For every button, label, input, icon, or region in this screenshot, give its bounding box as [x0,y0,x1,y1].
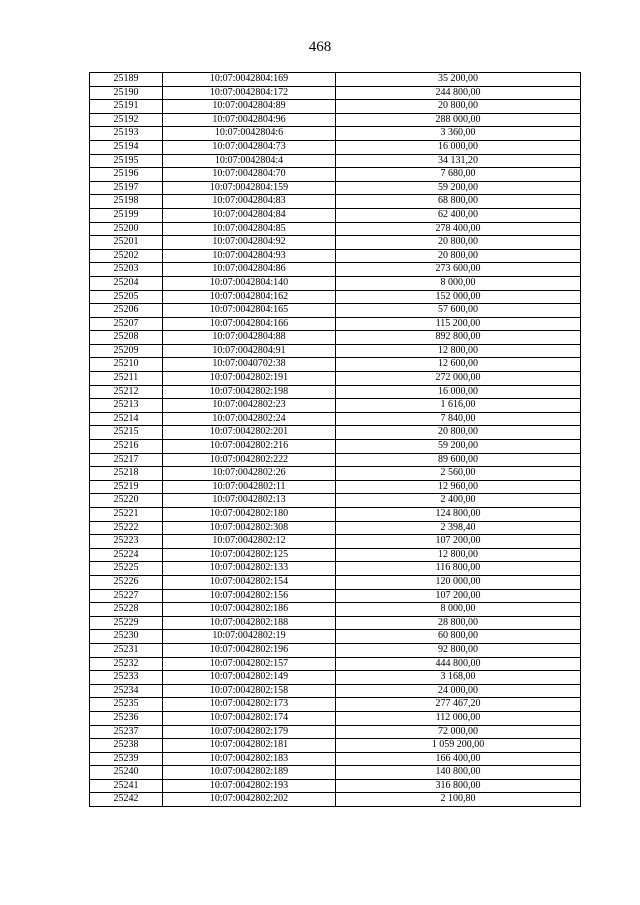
cadastral-number-cell: 10:07:0042804:166 [163,317,336,331]
row-number-cell: 25205 [90,290,163,304]
cadastral-number-cell: 10:07:0042802:157 [163,657,336,671]
cadastral-number-cell: 10:07:0042804:4 [163,154,336,168]
table-row [90,304,581,318]
row-number-cell: 25223 [90,535,163,549]
amount-cell: 60 800,00 [336,630,581,644]
row-number-cell: 25208 [90,331,163,345]
row-number-cell: 25215 [90,426,163,440]
cadastral-number-cell: 10:07:0042802:179 [163,725,336,739]
amount-cell: 68 800,00 [336,195,581,209]
row-number-cell: 25194 [90,140,163,154]
table-row [90,698,581,712]
cadastral-number-cell: 10:07:0042802:189 [163,766,336,780]
table-row [90,643,581,657]
table-row [90,752,581,766]
registry-table-container [89,72,580,807]
table-row [90,399,581,413]
cadastral-number-cell: 10:07:0042802:23 [163,399,336,413]
amount-cell: 12 600,00 [336,358,581,372]
amount-cell: 89 600,00 [336,453,581,467]
row-number-cell: 25209 [90,344,163,358]
amount-cell: 20 800,00 [336,236,581,250]
cadastral-number-cell: 10:07:0042804:89 [163,100,336,114]
amount-cell: 272 000,00 [336,372,581,386]
cadastral-number-cell: 10:07:0042804:91 [163,344,336,358]
table-row [90,521,581,535]
table-row [90,236,581,250]
row-number-cell: 25226 [90,575,163,589]
cadastral-number-cell: 10:07:0042804:140 [163,276,336,290]
cadastral-number-cell: 10:07:0042802:216 [163,440,336,454]
row-number-cell: 25190 [90,86,163,100]
cadastral-number-cell: 10:07:0042802:198 [163,385,336,399]
amount-cell: 316 800,00 [336,779,581,793]
cadastral-number-cell: 10:07:0042802:19 [163,630,336,644]
cadastral-number-cell: 10:07:0042802:174 [163,711,336,725]
row-number-cell: 25191 [90,100,163,114]
row-number-cell: 25228 [90,603,163,617]
amount-cell: 120 000,00 [336,575,581,589]
amount-cell: 12 960,00 [336,480,581,494]
row-number-cell: 25193 [90,127,163,141]
cadastral-number-cell: 10:07:0042804:96 [163,113,336,127]
cadastral-number-cell: 10:07:0042804:73 [163,140,336,154]
cadastral-number-cell: 10:07:0042802:186 [163,603,336,617]
row-number-cell: 25231 [90,643,163,657]
row-number-cell: 25236 [90,711,163,725]
amount-cell: 72 000,00 [336,725,581,739]
amount-cell: 24 000,00 [336,684,581,698]
row-number-cell: 25206 [90,304,163,318]
amount-cell: 16 000,00 [336,385,581,399]
table-body [90,73,581,807]
cadastral-number-cell: 10:07:0042802:202 [163,793,336,807]
table-row [90,616,581,630]
amount-cell: 59 200,00 [336,440,581,454]
amount-cell: 1 616,00 [336,399,581,413]
table-row [90,535,581,549]
table-row [90,276,581,290]
row-number-cell: 25224 [90,548,163,562]
row-number-cell: 25242 [90,793,163,807]
amount-cell: 107 200,00 [336,535,581,549]
amount-cell: 273 600,00 [336,263,581,277]
cadastral-number-cell: 10:07:0040702:38 [163,358,336,372]
amount-cell: 892 800,00 [336,331,581,345]
table-row [90,127,581,141]
table-row [90,222,581,236]
amount-cell: 34 131,20 [336,154,581,168]
table-row [90,331,581,345]
cadastral-number-cell: 10:07:0042804:159 [163,181,336,195]
cadastral-number-cell: 10:07:0042802:180 [163,508,336,522]
cadastral-number-cell: 10:07:0042802:13 [163,494,336,508]
row-number-cell: 25232 [90,657,163,671]
cadastral-number-cell: 10:07:0042802:188 [163,616,336,630]
amount-cell: 140 800,00 [336,766,581,780]
table-row [90,589,581,603]
amount-cell: 12 800,00 [336,344,581,358]
cadastral-number-cell: 10:07:0042802:149 [163,671,336,685]
amount-cell: 59 200,00 [336,181,581,195]
amount-cell: 7 680,00 [336,168,581,182]
row-number-cell: 25221 [90,508,163,522]
row-number-cell: 25225 [90,562,163,576]
row-number-cell: 25192 [90,113,163,127]
row-number-cell: 25213 [90,399,163,413]
amount-cell: 244 800,00 [336,86,581,100]
table-row [90,467,581,481]
amount-cell: 2 100,80 [336,793,581,807]
table-row [90,671,581,685]
amount-cell: 1 059 200,00 [336,739,581,753]
row-number-cell: 25211 [90,372,163,386]
row-number-cell: 25195 [90,154,163,168]
amount-cell: 115 200,00 [336,317,581,331]
table-row [90,86,581,100]
amount-cell: 28 800,00 [336,616,581,630]
amount-cell: 62 400,00 [336,208,581,222]
table-row [90,779,581,793]
cadastral-number-cell: 10:07:0042802:196 [163,643,336,657]
cadastral-number-cell: 10:07:0042802:26 [163,467,336,481]
row-number-cell: 25204 [90,276,163,290]
cadastral-number-cell: 10:07:0042804:93 [163,249,336,263]
table-row [90,766,581,780]
row-number-cell: 25214 [90,412,163,426]
row-number-cell: 25212 [90,385,163,399]
table-row [90,290,581,304]
cadastral-number-cell: 10:07:0042802:191 [163,372,336,386]
table-row [90,739,581,753]
cadastral-number-cell: 10:07:0042804:165 [163,304,336,318]
row-number-cell: 25240 [90,766,163,780]
table-row [90,168,581,182]
table-row [90,630,581,644]
row-number-cell: 25233 [90,671,163,685]
row-number-cell: 25198 [90,195,163,209]
row-number-cell: 25238 [90,739,163,753]
table-row [90,426,581,440]
amount-cell: 2 398,40 [336,521,581,535]
amount-cell: 16 000,00 [336,140,581,154]
amount-cell: 166 400,00 [336,752,581,766]
table-row [90,372,581,386]
amount-cell: 20 800,00 [336,249,581,263]
table-row [90,344,581,358]
row-number-cell: 25217 [90,453,163,467]
cadastral-number-cell: 10:07:0042802:222 [163,453,336,467]
amount-cell: 2 560,00 [336,467,581,481]
cadastral-number-cell: 10:07:0042804:92 [163,236,336,250]
table-row [90,575,581,589]
cadastral-number-cell: 10:07:0042804:70 [163,168,336,182]
row-number-cell: 25199 [90,208,163,222]
cadastral-number-cell: 10:07:0042802:181 [163,739,336,753]
registry-table [89,72,581,807]
cadastral-number-cell: 10:07:0042802:183 [163,752,336,766]
table-row [90,657,581,671]
cadastral-number-cell: 10:07:0042802:12 [163,535,336,549]
cadastral-number-cell: 10:07:0042802:24 [163,412,336,426]
row-number-cell: 25200 [90,222,163,236]
table-row [90,358,581,372]
row-number-cell: 25219 [90,480,163,494]
table-row [90,453,581,467]
amount-cell: 20 800,00 [336,100,581,114]
amount-cell: 12 800,00 [336,548,581,562]
row-number-cell: 25220 [90,494,163,508]
table-row [90,412,581,426]
row-number-cell: 25210 [90,358,163,372]
row-number-cell: 25227 [90,589,163,603]
amount-cell: 92 800,00 [336,643,581,657]
table-row [90,317,581,331]
row-number-cell: 25197 [90,181,163,195]
table-row [90,603,581,617]
table-row [90,725,581,739]
amount-cell: 278 400,00 [336,222,581,236]
row-number-cell: 25237 [90,725,163,739]
row-number-cell: 25239 [90,752,163,766]
cadastral-number-cell: 10:07:0042802:201 [163,426,336,440]
cadastral-number-cell: 10:07:0042802:125 [163,548,336,562]
cadastral-number-cell: 10:07:0042802:11 [163,480,336,494]
cadastral-number-cell: 10:07:0042804:83 [163,195,336,209]
row-number-cell: 25201 [90,236,163,250]
amount-cell: 2 400,00 [336,494,581,508]
amount-cell: 124 800,00 [336,508,581,522]
table-row [90,684,581,698]
table-row [90,181,581,195]
cadastral-number-cell: 10:07:0042804:162 [163,290,336,304]
amount-cell: 116 800,00 [336,562,581,576]
table-row [90,195,581,209]
row-number-cell: 25216 [90,440,163,454]
cadastral-number-cell: 10:07:0042802:133 [163,562,336,576]
table-row [90,100,581,114]
amount-cell: 8 000,00 [336,603,581,617]
table-row [90,548,581,562]
table-row [90,140,581,154]
table-row [90,73,581,87]
table-row [90,494,581,508]
cadastral-number-cell: 10:07:0042804:86 [163,263,336,277]
amount-cell: 107 200,00 [336,589,581,603]
table-row [90,249,581,263]
row-number-cell: 25229 [90,616,163,630]
amount-cell: 35 200,00 [336,73,581,87]
table-row [90,480,581,494]
amount-cell: 277 467,20 [336,698,581,712]
amount-cell: 152 000,00 [336,290,581,304]
table-row [90,154,581,168]
cadastral-number-cell: 10:07:0042802:154 [163,575,336,589]
cadastral-number-cell: 10:07:0042804:88 [163,331,336,345]
row-number-cell: 25189 [90,73,163,87]
table-row [90,208,581,222]
row-number-cell: 25241 [90,779,163,793]
page-number: 468 [308,39,332,55]
row-number-cell: 25230 [90,630,163,644]
cadastral-number-cell: 10:07:0042802:173 [163,698,336,712]
row-number-cell: 25202 [90,249,163,263]
row-number-cell: 25196 [90,168,163,182]
row-number-cell: 25218 [90,467,163,481]
cadastral-number-cell: 10:07:0042802:308 [163,521,336,535]
row-number-cell: 25235 [90,698,163,712]
cadastral-number-cell: 10:07:0042804:6 [163,127,336,141]
amount-cell: 288 000,00 [336,113,581,127]
table-row [90,562,581,576]
cadastral-number-cell: 10:07:0042802:156 [163,589,336,603]
amount-cell: 57 600,00 [336,304,581,318]
row-number-cell: 25203 [90,263,163,277]
row-number-cell: 25222 [90,521,163,535]
table-row [90,711,581,725]
cadastral-number-cell: 10:07:0042804:85 [163,222,336,236]
amount-cell: 444 800,00 [336,657,581,671]
cadastral-number-cell: 10:07:0042802:158 [163,684,336,698]
amount-cell: 7 840,00 [336,412,581,426]
table-row [90,263,581,277]
table-row [90,793,581,807]
cadastral-number-cell: 10:07:0042804:84 [163,208,336,222]
amount-cell: 8 000,00 [336,276,581,290]
amount-cell: 112 000,00 [336,711,581,725]
cadastral-number-cell: 10:07:0042802:193 [163,779,336,793]
amount-cell: 3 360,00 [336,127,581,141]
row-number-cell: 25234 [90,684,163,698]
table-row [90,440,581,454]
cadastral-number-cell: 10:07:0042804:172 [163,86,336,100]
table-row [90,113,581,127]
table-row [90,508,581,522]
row-number-cell: 25207 [90,317,163,331]
amount-cell: 3 168,00 [336,671,581,685]
amount-cell: 20 800,00 [336,426,581,440]
table-row [90,385,581,399]
cadastral-number-cell: 10:07:0042804:169 [163,73,336,87]
